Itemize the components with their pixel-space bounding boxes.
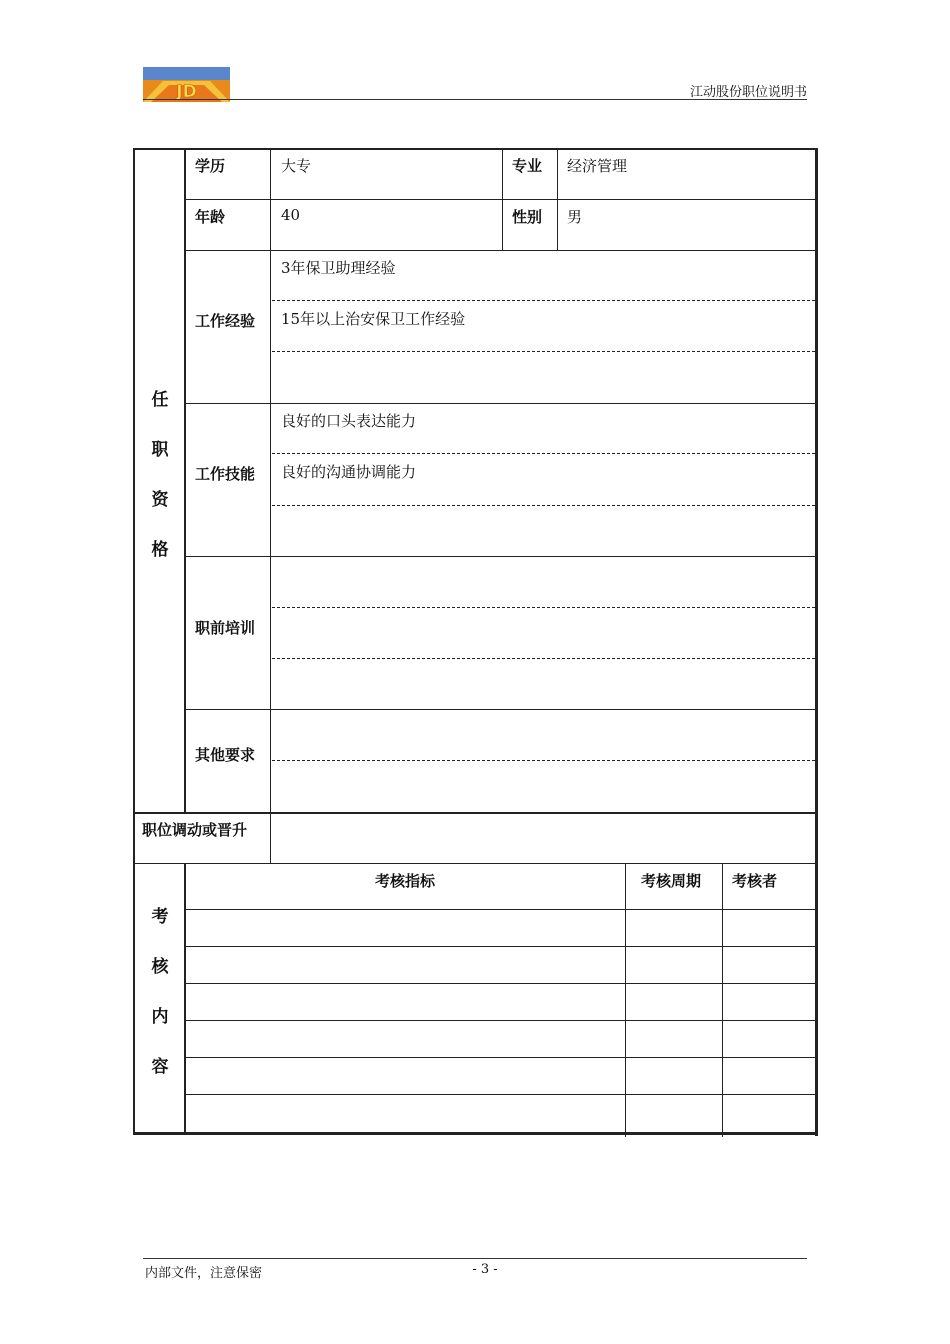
qualification-section-char-1: 任 [151,390,169,410]
promotion-label: 职位调动或晋升 [142,821,248,839]
company-logo [143,67,230,102]
skills-label: 工作技能 [195,465,256,483]
row-line-age [185,250,815,251]
assessment-row-line-1 [185,909,815,910]
qualification-section-char-2: 职 [151,440,169,460]
age-value: 40 [281,206,301,224]
assessment-assessor-divider [722,864,723,1137]
assessment-period-divider [625,864,626,1137]
assessment-section-char-4: 容 [151,1057,169,1077]
experience-label: 工作经验 [195,312,256,330]
age-label: 年龄 [195,208,226,226]
major-value: 经济管理 [567,157,628,175]
experience-line-2: 15年以上治安保卫工作经验 [281,310,466,328]
row-line-promotion [135,863,815,864]
assessment-row-line-5 [185,1057,815,1058]
qualification-section-char-4: 格 [151,540,169,560]
major-label: 专业 [512,157,543,175]
experience-dash-1 [272,300,815,301]
assessment-period-header: 考核周期 [641,872,702,890]
other-dash-1 [272,760,815,761]
label-column-divider [270,150,271,863]
assessment-row-line-6 [185,1094,815,1095]
assessment-section-char-1: 考 [151,907,169,927]
assessment-row-line-4 [185,1020,815,1021]
skills-dash-1 [272,453,815,454]
education-value: 大专 [281,157,312,175]
skills-line-2: 良好的沟通协调能力 [281,463,417,481]
assessment-row-line-2 [185,946,815,947]
footer-rule [143,1258,807,1259]
row-line-education [185,199,815,200]
gender-label: 性别 [512,208,543,226]
qualification-section-char-3: 资 [151,490,169,510]
table-bottom-border [133,1132,818,1135]
row-line-other [135,812,815,814]
assessment-indicator-header: 考核指标 [374,872,435,890]
row-line-skills [185,556,815,557]
table-left-border [133,148,135,1134]
document-title: 江动股份职位说明书 [689,85,807,100]
page-number: - 3 - [472,1262,498,1277]
skills-line-1: 良好的口头表达能力 [281,412,417,430]
row-line-training [185,709,815,710]
training-dash-1 [272,607,815,608]
education-label: 学历 [195,157,226,175]
assessment-row-line-3 [185,983,815,984]
training-dash-2 [272,658,815,659]
confidential-notice: 内部文件，注意保密 [145,1266,263,1281]
assessment-section-char-2: 核 [151,957,169,977]
experience-line-1: 3年保卫助理经验 [281,259,396,277]
assessment-section-char-3: 内 [151,1007,169,1027]
assessment-assessor-header: 考核者 [732,872,778,890]
logo-text: JD [176,82,197,102]
table-top-border [135,148,818,150]
gender-value: 男 [567,208,583,226]
other-requirements-label: 其他要求 [195,746,256,764]
experience-dash-2 [272,351,815,352]
table-right-border [815,148,818,1136]
row-line-experience [185,403,815,404]
skills-dash-2 [272,505,815,506]
training-label: 职前培训 [195,619,256,637]
